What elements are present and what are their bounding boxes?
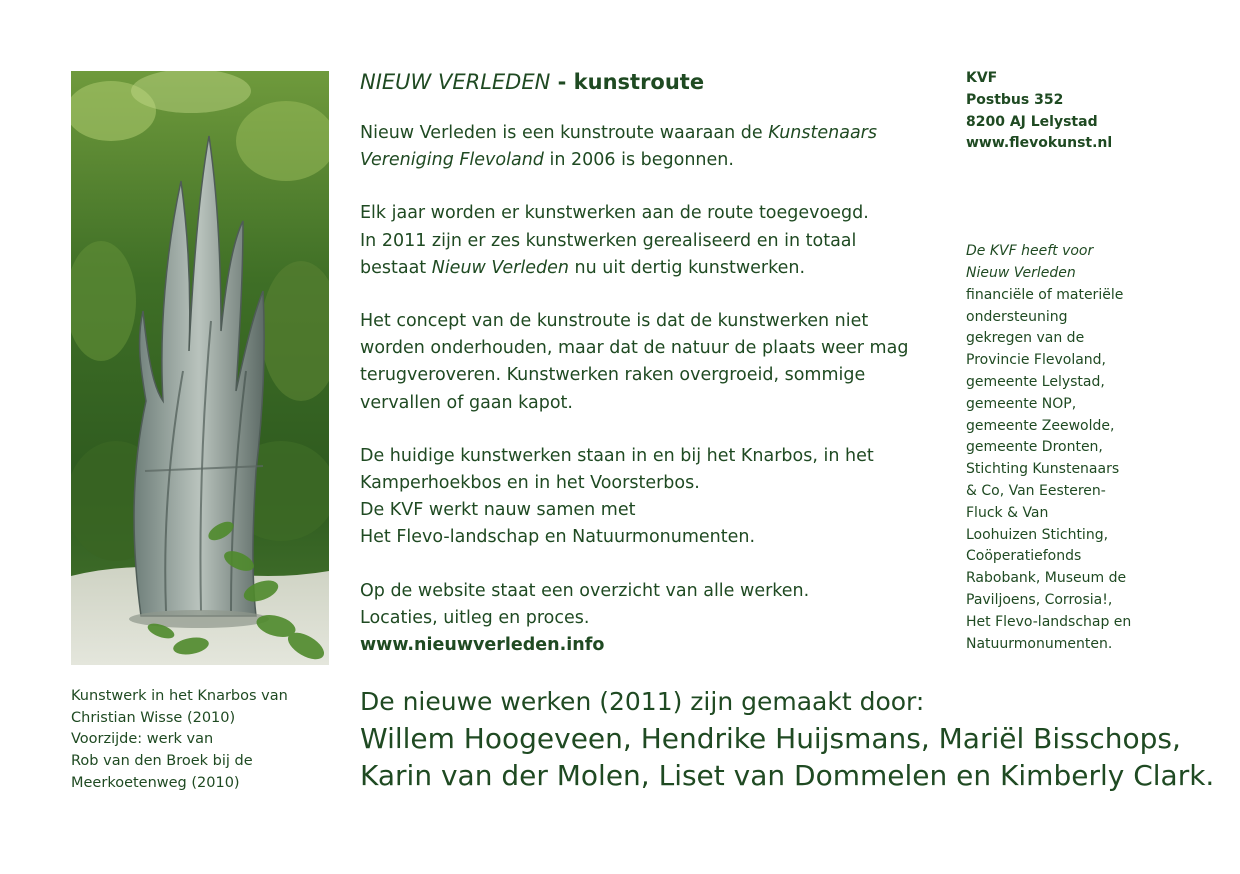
paragraph-line: De huidige kunstwerken staan in en bij het Knarbos, in het bbox=[360, 445, 874, 466]
sponsor-line: Provincie Flevoland, bbox=[966, 352, 1106, 369]
website-paragraph bbox=[360, 578, 950, 660]
paragraph-line: Op de website staat een overzicht van alle werken. bbox=[360, 580, 810, 601]
address-org: KVF bbox=[966, 70, 998, 86]
sponsor-line: De KVF heeft voor bbox=[966, 243, 1094, 260]
makers-names-line: Willem Hoogeveen, Hendrike Huijsmans, Mariël Bisschops, bbox=[360, 722, 1181, 755]
makers-names-line: Karin van der Molen, Liset van Dommelen en Kimberly Clark. bbox=[360, 759, 1215, 792]
sponsor-line: gemeente Dronten, bbox=[966, 439, 1103, 456]
sponsor-line: Nieuw Verleden bbox=[966, 264, 1076, 281]
sponsor-line: gemeente Zeewolde, bbox=[966, 417, 1115, 434]
paragraph-emphasis: Nieuw Verleden bbox=[431, 257, 569, 278]
sponsor-line: Loohuizen Stichting, bbox=[966, 526, 1109, 543]
intro-text: Nieuw Verleden is een kunstroute waaraan de bbox=[360, 123, 769, 143]
paragraph-line: De KVF werkt nauw samen met bbox=[360, 500, 636, 521]
paragraph-text: bestaat bbox=[360, 257, 432, 278]
title-name: NIEUW VERLEDEN bbox=[360, 70, 551, 94]
paragraph-line: terugveroveren. Kunstwerken raken overgroeid, sommige bbox=[360, 365, 866, 386]
sponsor-line: Paviljoens, Corrosia!, bbox=[966, 591, 1113, 608]
paragraph-line: Locaties, uitleg en proces. bbox=[360, 607, 590, 628]
sculpture-photo bbox=[71, 71, 329, 665]
makers-block bbox=[360, 684, 1220, 794]
caption-line: Kunstwerk in het Knarbos van bbox=[71, 688, 288, 704]
caption-line: Christian Wisse (2010) bbox=[71, 709, 236, 726]
intro-emphasis: Kunstenaars bbox=[768, 123, 877, 143]
sponsor-line: ondersteuning bbox=[966, 308, 1068, 325]
sponsor-line: Het Flevo-landschap en bbox=[966, 613, 1132, 630]
address-website-link[interactable]: www.flevokunst.nl bbox=[966, 135, 1113, 152]
sponsor-line: gekregen van de bbox=[966, 330, 1085, 347]
paragraph-line: worden onderhouden, maar dat de natuur de plaats weer mag bbox=[360, 338, 909, 359]
address-block bbox=[966, 68, 1166, 155]
paragraph-line: Het Flevo-landschap en Natuurmonumenten. bbox=[360, 527, 756, 548]
locations-paragraph bbox=[360, 443, 950, 552]
address-postbus: Postbus 352 bbox=[966, 91, 1064, 108]
page-title bbox=[360, 68, 950, 96]
website-link[interactable]: www.nieuwverleden.info bbox=[360, 635, 605, 656]
concept-paragraph bbox=[360, 308, 950, 417]
paragraph-line: Het concept van de kunstroute is dat de kunstwerken niet bbox=[360, 311, 869, 332]
sponsor-line: Fluck & Van bbox=[966, 504, 1049, 521]
intro-paragraph bbox=[360, 120, 950, 174]
main-text bbox=[360, 68, 950, 659]
sponsor-line: Natuurmonumenten. bbox=[966, 635, 1113, 652]
sponsor-line: Stichting Kunstenaars bbox=[966, 461, 1120, 478]
address-city: 8200 AJ Lelystad bbox=[966, 113, 1098, 130]
sponsor-line: & Co, Van Eesteren- bbox=[966, 482, 1106, 499]
paragraph-line: In 2011 zijn er zes kunstwerken gerealiseerd en in totaal bbox=[360, 230, 857, 251]
paragraph-line: vervallen of gaan kapot. bbox=[360, 392, 573, 413]
title-subtitle: - kunstroute bbox=[550, 70, 705, 94]
sponsor-line: Coöperatiefonds bbox=[966, 548, 1082, 565]
side-column bbox=[966, 68, 1166, 655]
route-paragraph bbox=[360, 200, 950, 282]
caption-line: Rob van den Broek bij de bbox=[71, 753, 253, 770]
sponsor-block bbox=[966, 241, 1166, 655]
sponsor-line: gemeente NOP, bbox=[966, 395, 1077, 412]
intro-emphasis: Vereniging Flevoland bbox=[360, 150, 544, 171]
sponsor-line: gemeente Lelystad, bbox=[966, 373, 1105, 390]
makers-intro: De nieuwe werken (2011) zijn gemaakt door: bbox=[360, 687, 925, 716]
sponsor-line: financiële of materiële bbox=[966, 286, 1124, 303]
photo-caption bbox=[71, 686, 341, 795]
sponsor-line: Rabobank, Museum de bbox=[966, 570, 1127, 587]
paragraph-line: Elk jaar worden er kunstwerken aan de route toegevoegd. bbox=[360, 203, 869, 224]
intro-text: in 2006 is begonnen. bbox=[543, 150, 734, 171]
caption-line: Voorzijde: werk van bbox=[71, 731, 214, 748]
paragraph-line: Kamperhoekbos en in het Voorsterbos. bbox=[360, 473, 700, 494]
caption-line: Meerkoetenweg (2010) bbox=[71, 774, 240, 791]
paragraph-text: nu uit dertig kunstwerken. bbox=[568, 257, 806, 278]
